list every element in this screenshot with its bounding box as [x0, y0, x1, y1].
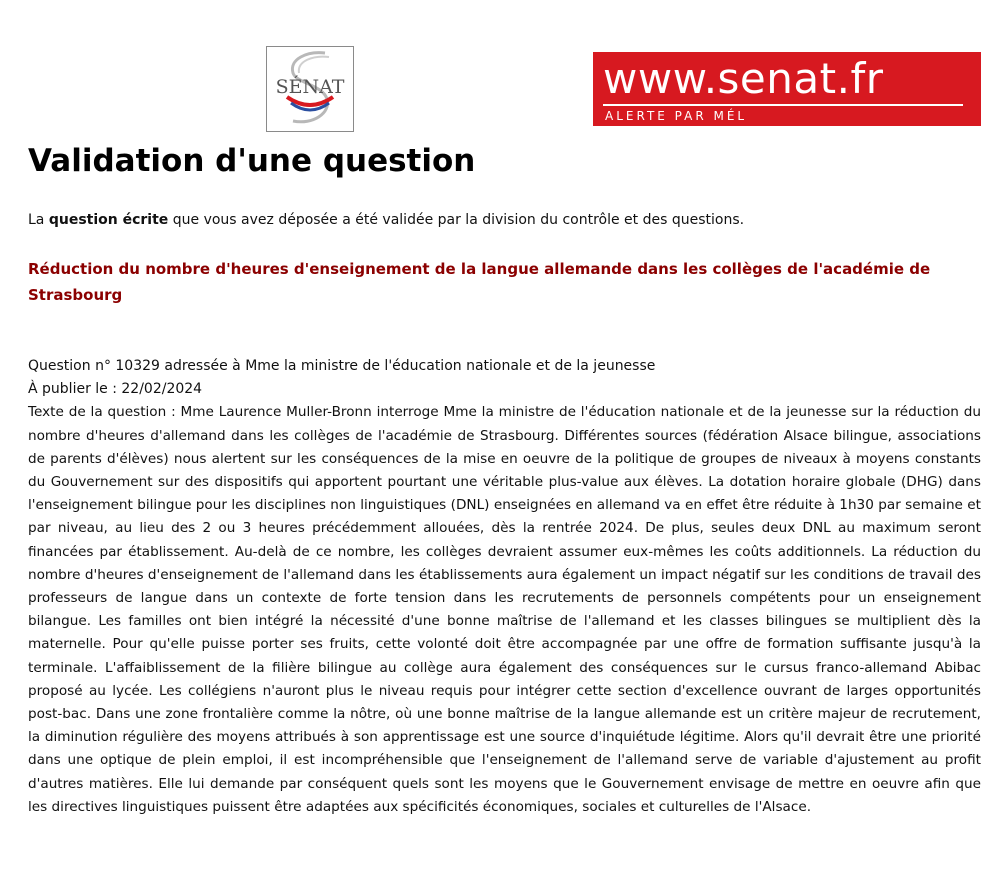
banner-divider: [603, 104, 963, 106]
senat-logo: [266, 46, 354, 132]
publish-date: À publier le : 22/02/2024: [28, 381, 203, 398]
banner-subtitle: ALERTE PAR MÉL: [605, 109, 748, 123]
senat-emblem-icon: [267, 47, 353, 131]
question-subject: Réduction du nombre d'heures d'enseignement de la langue allemande dans les collèges de l'académie de Strasbourg: [28, 260, 931, 304]
question-number: Question n° 10329 adressée à Mme la ministre de l'éducation nationale et de la jeunesse: [28, 358, 656, 374]
page-title: Validation d'une question: [28, 143, 476, 179]
intro-bold: question écrite: [48, 212, 169, 228]
banner-url[interactable]: www.senat.fr: [603, 54, 884, 103]
intro-prefix: La: [28, 212, 49, 228]
intro-suffix: que vous avez déposée a été validée par la division du contrôle et des questions.: [168, 212, 745, 228]
question-text: Texte de la question : Mme Laurence Muller-Bronn interroge Mme la ministre de l'éducation nationale et de la jeunesse sur la réduction du nombre d'heures d'allemand dans les collèges de l'académie de Strasbourg. Différentes sources (fédération Alsace bilingue, associations de parents d'élèves) nous alertent sur les conséquences de la mise en oeuvre de la politique de groupes de niveaux à moyens constants du Gouvernement sur des dispositifs qui apportent pourtant une véritable plus-value aux élèves. La dotation horaire globale (DHG) dans l'enseignement bilingue pour les disciplines non linguistiques (DNL) enseignées en allemand va en effet être réduite à 1h30 par semaine et par niveau, au lieu des 2 ou 3 heures précédemment allouées, dès la rentrée 2024. De plus, seules deux DNL au maximum seront financées par établissement. Au-delà de ce nombre, les collèges devraient assumer eux-mêmes les coûts additionnels. La réduction du nombre d'heures d'enseignement de l'allemand dans les établissements aura également un impact négatif sur les conditions de travail des professeurs de langue dans un contexte de forte tension dans les recrutements de personnels compétents pour un enseignement bilangue. Les familles ont bien intégré la nécessité d'une bonne maîtrise de l'allemand et les classes bilingues se multiplient dès la maternelle. Pour qu'elle puisse porter ses fruits, cette volonté doit être accompagnée par une offre de formation suffisante jusqu'à la terminale. L'affaiblissement de la filière bilingue au collège aura également des conséquences sur le cursus franco-allemand Abibac proposé au lycée. Les collégiens n'auront plus le niveau requis pour intégrer cette section d'excellence ouvrant de larges opportunités post-bac. Dans une zone frontalière comme la nôtre, où une bonne maîtrise de la langue allemande est un critère majeur de recrutement, la diminution régulière des moyens attribués à son apprentissage est une source d'inquiétude légitime. Alors qu'il devrait être une priorité dans une optique de plein emploi, il est incompréhensible que l'enseignement de l'allemand serve de variable d'ajustement au profit d'autres matières. Elle lui demande par conséquent quels sont les moyens que le Gouvernement envisage de mettre en oeuvre afin que les directives linguistiques puissent être adaptées aux spécificités économiques, sociales et culturelles de l'Alsace.: [28, 404, 981, 815]
senat-banner[interactable]: [593, 52, 981, 126]
question-body: [28, 355, 981, 819]
intro-text: [28, 210, 744, 230]
logo-text: SÉNAT: [275, 76, 345, 98]
